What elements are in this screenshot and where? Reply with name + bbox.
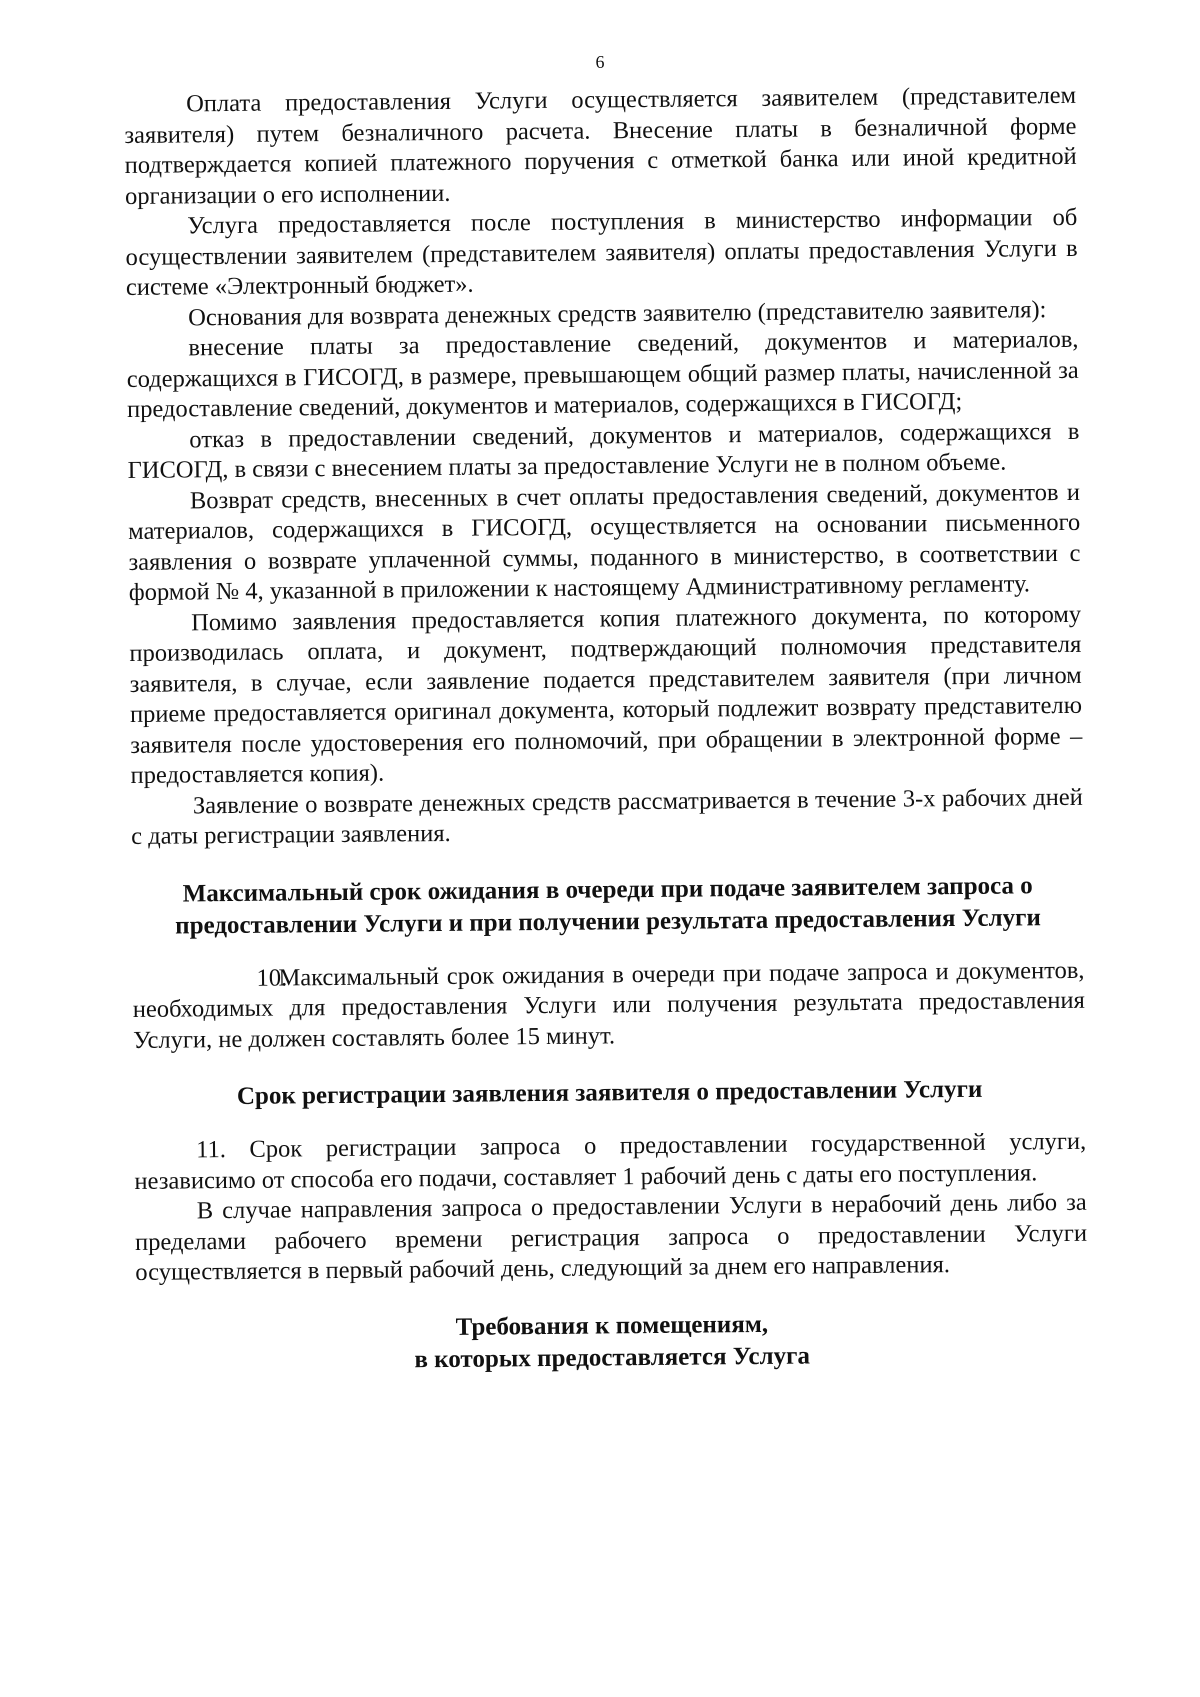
paragraph-overpayment: внесение платы за предоставление сведений, документов и материалов, содержащихся в ГИСОГД, в размере, превышающем общий размер платы, начисленной за предоставление сведений, документов и материалов, содержащихся в ГИСОГД; <box>126 325 1079 423</box>
paragraph-service-provision: Услуга предоставляется после поступления в министерство информации об осуществлении заявителем (представителем заявителя) оплаты предоставления Услуги в системе «Электронный бюджет». <box>125 203 1078 301</box>
paragraph-refund-procedure: Возврат средств, внесенных в счет оплаты предоставления сведений, документов и материалов, содержащихся в ГИСОГД, осуществляется на основании письменного заявления о возврате уплаченной суммы, поданного в министерство, в соответствии с формой № 4, указанной в приложении к настоящему Административному регламенту. <box>128 478 1081 606</box>
section-heading-queue: Максимальный срок ожидания в очереди при подаче заявителем запроса о предоставлении Услуги и при получении результата предоставления Услуги <box>175 871 1041 940</box>
heading-premises-line-2: в которых предоставляется Услуга <box>414 1341 811 1373</box>
paragraph-review-term: Заявление о возврате денежных средств рассматривается в течение 3-х рабочих дней с даты регистрации заявления. <box>131 783 1083 850</box>
paragraph-item-11: 11. Срок регистрации запроса о предоставлении государственной услуги, независимо от способа его подачи, составляет 1 рабочий день с даты его поступления. <box>134 1127 1087 1195</box>
paragraph-item-10 <box>132 955 1085 1056</box>
paragraph-refusal: отказ в предоставлении сведений, документов и материалов, содержащихся в ГИСОГД, в связи с внесением платы за предоставление Услуги не в полном объеме. <box>127 417 1080 484</box>
section-heading-registration: Срок регистрации заявления заявителя о предоставлении Услуги <box>236 1075 983 1110</box>
page-number: 6 <box>595 52 605 72</box>
section-heading-premises <box>136 1305 1089 1378</box>
paragraph-refund-grounds: Основания для возврата денежных средств заявителю (представителю заявителя): <box>188 295 1047 331</box>
paragraph-payment-method: Оплата предоставления Услуги осуществляется заявителем (представителем заявителя) путем безналичного расчета. Внесение платы в безналичной форме подтверждается копией платежного поручения с отметкой банка или иной кредитной организации о его исполнении. <box>124 81 1077 210</box>
item-10-text: Максимальный срок ожидания в очереди при подаче запроса и документов, необходимых для предоставления Услуги или получения результата предоставления Услуги, не должен составлять более 15 минут. <box>132 956 1085 1054</box>
item-number: 10. <box>256 963 288 992</box>
heading-premises-line-1: Требования к помещениям, <box>455 1310 769 1341</box>
paragraph-attachments: Помимо заявления предоставляется копия платежного документа, по которому производилась оплата, и документ, подтверждающий полномочия представителя заявителя, в случае, если заявление подается представителем заявителя (при личном приеме предоставляется оригинал документа, который подлежит возврату представителю заявителя после удостоверения его полномочий, при обращении в электронной форме – предоставляется копия). <box>129 600 1083 789</box>
document-body <box>124 81 1088 1379</box>
paragraph-non-working-day: В случае направления запроса о предоставлении Услуги в нерабочий день либо за пределами рабочего времени регистрация запроса о предоставлении Услуги осуществляется в первый рабочий день, следующий за днем его направления. <box>134 1188 1088 1286</box>
